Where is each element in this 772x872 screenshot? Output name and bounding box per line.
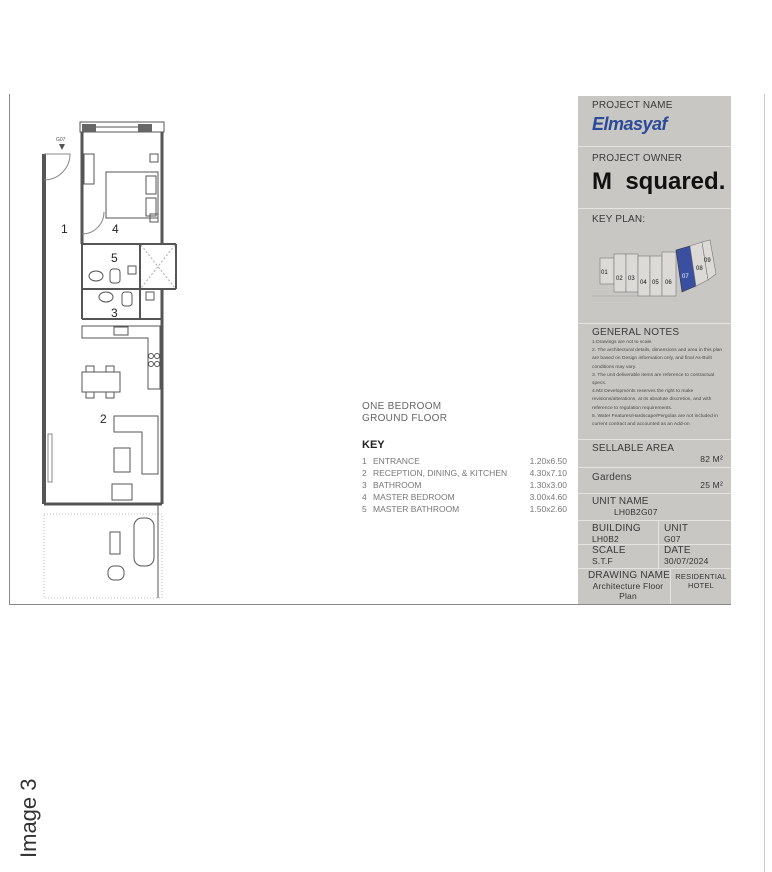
general-notes	[592, 339, 724, 429]
general-notes-label: GENERAL NOTES	[592, 327, 680, 338]
project-logo: Elmasyaf	[592, 114, 668, 134]
scale-value: S.T.F	[592, 556, 613, 566]
note-item: 3. The unit deliverable items are reference to contractual specs.	[592, 372, 715, 387]
note-item: 2. The architectural details, dimensions and area in this plan are based on Design information only, and final As-Built conditions may vary.	[592, 348, 723, 370]
key-plan-block-label: 05	[652, 280, 659, 286]
project-owner-label: PROJECT OWNER	[592, 153, 683, 164]
room-number-3: 3	[111, 306, 118, 320]
sellable-area-value: 82 M²	[700, 454, 723, 464]
divider	[578, 568, 731, 569]
plan-unit-tag: G07	[56, 137, 66, 143]
owner-logo: M squared.	[592, 168, 726, 195]
room-number-4: 4	[112, 222, 119, 236]
sellable-area-label: SELLABLE AREA	[592, 443, 675, 454]
key-plan-block-label: 01	[601, 270, 608, 276]
drawing-sheet	[9, 94, 731, 605]
key-plan-block-label: 08	[696, 266, 703, 272]
divider	[578, 520, 731, 521]
key-plan-block-label: 07	[682, 274, 689, 280]
scale-label: SCALE	[592, 545, 626, 556]
key-row-dim: 1.30x3.00	[529, 480, 567, 490]
room-number-2: 2	[100, 412, 107, 426]
key-row-dim: 3.00x4.60	[529, 492, 567, 502]
image-label: Image 3	[16, 778, 41, 858]
key-row-number: 1	[362, 456, 367, 466]
key-row-number: 3	[362, 480, 367, 490]
floor-plan	[10, 94, 180, 604]
key-row-number: 4	[362, 492, 367, 502]
north-arrow-icon	[59, 144, 65, 150]
key-plan-block-label: 02	[616, 276, 623, 282]
room-number-1: 1	[61, 222, 68, 236]
divider	[578, 467, 731, 468]
divider	[578, 493, 731, 494]
gardens-value: 25 M²	[700, 480, 723, 490]
unit-name-label: UNIT NAME	[592, 496, 649, 507]
gardens-label: Gardens	[592, 472, 632, 483]
key-row-name: MASTER BATHROOM	[373, 504, 460, 514]
divider	[578, 146, 731, 147]
key-plan-label: KEY PLAN:	[592, 214, 646, 225]
unit-value: G07	[664, 534, 681, 544]
divider-vertical	[670, 568, 671, 604]
key-row-name: MASTER BEDROOM	[373, 492, 455, 502]
project-name-label: PROJECT NAME	[592, 100, 673, 111]
plan-terrace	[44, 514, 162, 598]
room-number-5: 5	[111, 251, 118, 265]
note-item: 4.M2 Developments reserves the right to make revisions/alterations, at its absolute discretion, and with reference to regulation requirements.	[592, 389, 712, 411]
divider	[578, 208, 731, 209]
divider	[578, 439, 731, 440]
unit-type-caption: ONE BEDROOM	[362, 401, 442, 412]
key-row-name: RECEPTION, DINING, & KITCHEN	[373, 468, 508, 478]
title-block-panel	[578, 96, 731, 604]
drawing-type-value: RESIDENTIAL HOTEL	[675, 572, 727, 590]
drawing-name-label: DRAWING NAME	[588, 570, 671, 581]
date-value: 30/07/2024	[664, 556, 709, 566]
key-row-name: BATHROOM	[373, 480, 422, 490]
building-value: LH0B2	[592, 534, 619, 544]
key-row-name: ENTRANCE	[373, 456, 420, 466]
building-label: BUILDING	[592, 523, 641, 534]
key-row-number: 5	[362, 504, 367, 514]
key-plan-block-label: 03	[628, 276, 635, 282]
unit-label: UNIT	[664, 523, 689, 534]
note-item: 5. Water Features/Hardscape/Pergolas are not included in current contract and accounted as an Add-on	[592, 413, 718, 428]
key-title: KEY	[362, 439, 385, 451]
date-label: DATE	[664, 545, 691, 556]
key-row-dim: 4.30x7.10	[529, 468, 567, 478]
note-item: 1.Drawings are not to scale.	[592, 340, 653, 345]
key-row-dim: 1.20x6.50	[529, 456, 567, 466]
key-plan-block-label: 09	[704, 258, 711, 264]
key-plan-block-label: 04	[640, 280, 647, 286]
page-right-rule	[764, 94, 765, 872]
key-plan-block-label: 06	[665, 280, 672, 286]
floor-caption: GROUND FLOOR	[362, 413, 448, 424]
drawing-name-value: Architecture Floor Plan	[592, 581, 664, 601]
key-row-dim: 1.50x2.60	[529, 504, 567, 514]
unit-name-value: LH0B2G07	[614, 507, 658, 517]
key-row-number: 2	[362, 468, 367, 478]
divider	[578, 323, 731, 324]
key-plan-diagram	[592, 236, 722, 306]
